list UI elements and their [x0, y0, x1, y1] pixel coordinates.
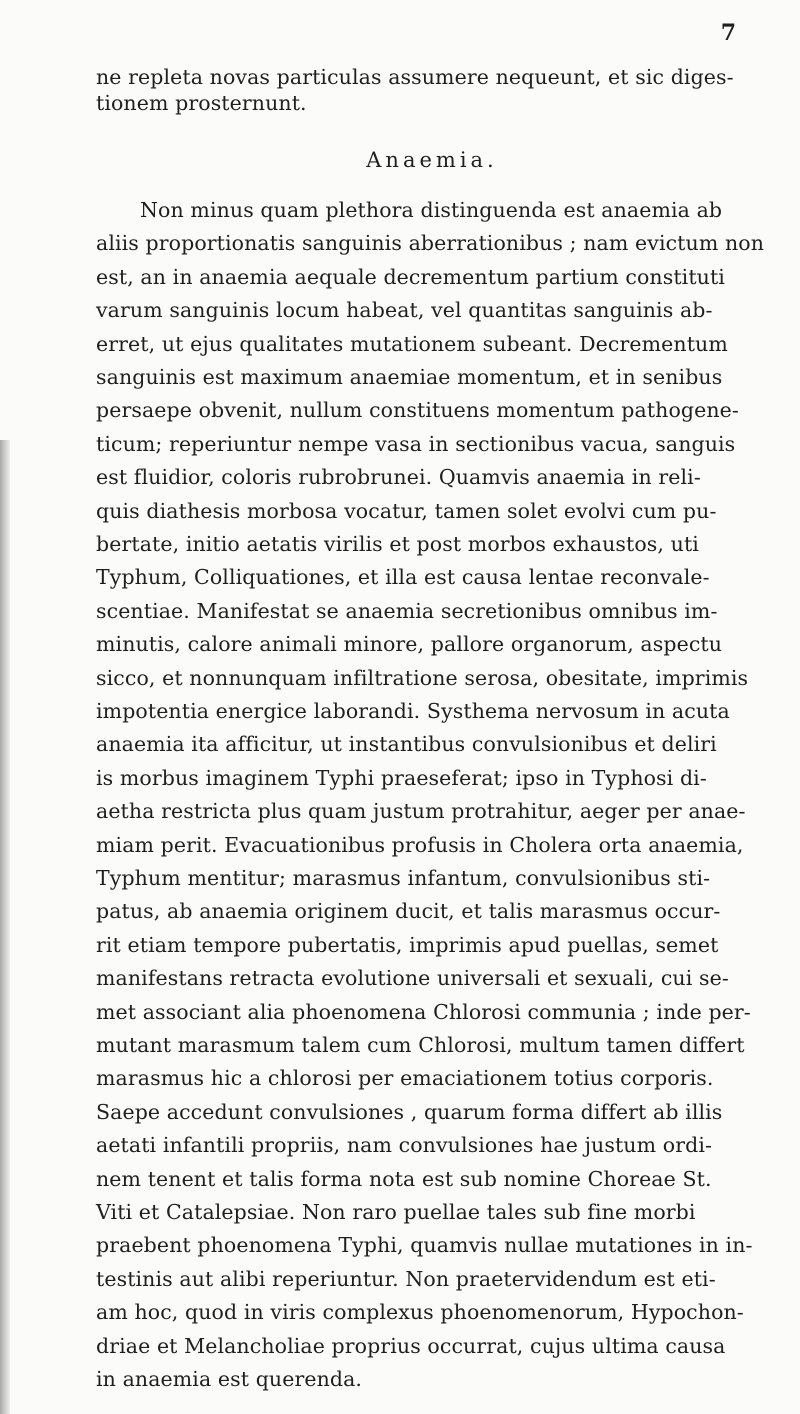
paragraph-line: Saepe accedunt convulsiones , quarum forma differt ab illis [96, 1099, 723, 1124]
paragraph-line: minutis, calore animali minore, pallore organorum, aspectu [96, 632, 723, 657]
paragraph-line: anaemia ita afficitur, ut instantibus convulsionibus et deliri [96, 732, 717, 757]
paragraph-line: mutant marasmum talem cum Chlorosi, multum tamen differt [96, 1033, 745, 1057]
paragraph-line: am hoc, quod in viris complexus phoenomenorum, Hypochon- [96, 1300, 744, 1325]
paragraph-line: est, an in anaemia aequale decrementum partium constituti [96, 264, 725, 289]
paragraph-line: aetati infantili propriis, nam convulsiones hae justum ordi- [96, 1133, 713, 1158]
paragraph-line: ticum; reperiuntur nempe vasa in sectionibus vacua, sanguis [96, 431, 736, 456]
paragraph-line: sicco, et nonnunquam infiltratione serosa, obesitate, imprimis [96, 665, 749, 690]
book-spine-shadow [0, 440, 10, 1414]
paragraph-line: aliis proportionatis sanguinis aberrationibus ; nam evictum non [96, 231, 765, 256]
paragraph-line: bertate, initio aetatis virilis et post morbos exhaustos, uti [96, 532, 699, 556]
intro-line: ne repleta novas particulas assumere nequeunt, et sic diges- [96, 65, 734, 89]
paragraph-line: nem tenent et talis forma nota est sub nomine Choreae St. [96, 1166, 712, 1191]
paragraph-line: marasmus hic a chlorosi per emaciationem totius corporis. [96, 1066, 714, 1091]
paragraph-line: Typhum mentitur; marasmus infantum, convulsionibus sti- [96, 866, 711, 890]
paragraph-line: met associant alia phoenomena Chlorosi communia ; inde per- [96, 999, 751, 1024]
intro-line: tionem prosternunt. [96, 91, 307, 115]
paragraph-line: driae et Melancholiae proprius occurrat, cujus ultima causa [96, 1333, 726, 1358]
page-number: 7 [720, 20, 736, 46]
paragraph-line: persaepe obvenit, nullum constituens momentum pathogene- [96, 398, 739, 423]
paragraph-line: patus, ab anaemia originem ducit, et talis marasmus occur- [96, 899, 721, 924]
paragraph-line: aetha restricta plus quam justum protrahitur, aeger per anae- [96, 799, 746, 824]
paragraph-line: est fluidior, coloris rubrobrunei. Quamvis anaemia in reli- [96, 465, 701, 490]
paragraph-line: erret, ut ejus qualitates mutationem subeant. Decrementum [96, 331, 728, 356]
paragraph-line: Viti et Catalepsiae. Non raro puellae tales sub fine morbi [96, 1200, 696, 1224]
paragraph-line: praebent phoenomena Typhi, quamvis nullae mutationes in in- [96, 1233, 753, 1258]
paragraph-line: Non minus quam plethora distinguenda est anaemia ab [140, 198, 723, 222]
paragraph-line: Typhum, Colliquationes, et illa est causa lentae reconvale- [96, 565, 710, 590]
paragraph-line: quis diathesis morbosa vocatur, tamen solet evolvi cum pu- [96, 498, 717, 523]
paragraph-line: manifestans retracta evolutione universali et sexuali, cui se- [96, 966, 729, 991]
paragraph-line: rit etiam tempore pubertatis, imprimis apud puellas, semet [96, 932, 719, 957]
section-heading: Anaemia. [366, 148, 498, 172]
paragraph-line: is morbus imaginem Typhi praeseferat; ipso in Typhosi di- [96, 765, 707, 790]
paragraph-line: varum sanguinis locum habeat, vel quantitas sanguinis ab- [96, 298, 713, 323]
paragraph-line: miam perit. Evacuationibus profusis in Cholera orta anaemia, [96, 832, 744, 857]
paragraph-line: sanguinis est maximum anaemiae momentum, et in senibus [96, 365, 723, 389]
paragraph-line: impotentia energice laborandi. Systhema nervosum in acuta [96, 699, 730, 723]
paragraph-line: in anaemia est querenda. [96, 1367, 363, 1391]
paragraph-line: testinis aut alibi reperiuntur. Non praetervidendum est eti- [96, 1266, 716, 1291]
paragraph-line: scentiae. Manifestat se anaemia secretionibus omnibus im- [96, 598, 718, 623]
